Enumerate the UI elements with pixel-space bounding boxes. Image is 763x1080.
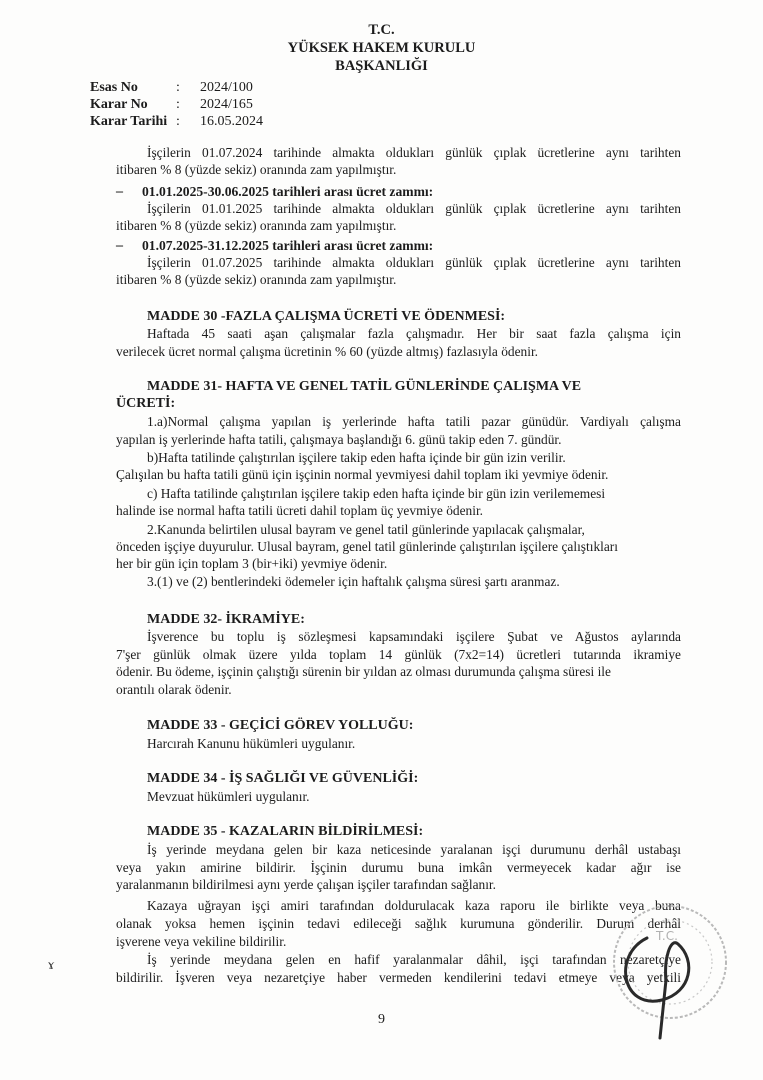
madde-31-line-6: halinde ise normal hafta tatili ücreti dahil toplam üç yevmiye ödenir. <box>116 503 484 518</box>
zam2-title: 01.07.2025-31.12.2025 tarihleri arası ücret zammı: <box>142 238 434 253</box>
madde-31-line-5: c) Hafta tatilinde çalıştırılan işçilere takip eden hafta içinde bir gün izin verilememesi <box>147 486 606 501</box>
madde-32-line-2: 7'şer günlük olmak üzere yılda toplam 14 günlük (7x2=14) ücretleri tutarında ikramiye <box>116 647 681 662</box>
madde-31-line-3: b)Hafta tatilinde çalıştırılan işçilere takip eden hafta içinde bir gün izin verilir. <box>147 450 566 465</box>
madde-35-line-6: işverene veya vekiline bildirilir. <box>116 934 287 949</box>
madde-34-line-1: Mevzuat hükümleri uygulanır. <box>147 789 310 804</box>
madde-30-title: MADDE 30 -FAZLA ÇALIŞMA ÜCRETİ VE ÖDENMESİ: <box>147 309 506 324</box>
karar-colon: : <box>176 97 180 112</box>
esas-label: Esas No <box>90 80 138 95</box>
zam1-line-1: İşçilerin 01.01.2025 tarihinde almakta oldukları günlük çıplak ücretlerine aynı tarihten <box>147 201 681 216</box>
madde-33-title: MADDE 33 - GEÇİCİ GÖREV YOLLUĞU: <box>147 718 414 733</box>
tarih-colon: : <box>176 114 180 129</box>
madde-35-title: MADDE 35 - KAZALARIN BİLDİRİLMESİ: <box>147 824 424 839</box>
madde-31-line-7: 2.Kanunda belirtilen ulusal bayram ve genel tatil günlerinde yapılacak çalışmalar, <box>147 522 585 537</box>
karar-value: 2024/165 <box>200 97 253 112</box>
madde-35-line-7: İş yerinde meydana gelen en hafif yaralanmalar dâhil, işçi tarafından nezaretçiye <box>147 952 681 967</box>
madde-34-title: MADDE 34 - İŞ SAĞLIĞI VE GÜVENLİĞİ: <box>147 771 419 786</box>
madde-35-line-1: İş yerinde meydana gelen bir kaza neticesinde yaralanan işçi durumunu derhâl ustabaşı <box>147 842 681 857</box>
esas-value: 2024/100 <box>200 80 253 95</box>
zam2-dash: – <box>116 238 123 253</box>
madde-35-line-8: bildirilir. İşveren veya nezaretçiye haber vermeden kendilerini tedavi etmeye veya yetkili <box>116 970 681 985</box>
madde-31-line-10: 3.(1) ve (2) bentlerindeki ödemeler için haftalık çalışma süresi şartı aranmaz. <box>147 574 560 589</box>
madde-33-line-1: Harcırah Kanunu hükümleri uygulanır. <box>147 736 356 751</box>
madde-31-title-2: ÜCRETİ: <box>116 396 176 411</box>
madde-32-line-1: İşverence bu toplu iş sözleşmesi kapsamındaki işçilere Şubat ve Ağustos aylarında <box>147 629 681 644</box>
meta-tarih <box>90 114 263 130</box>
madde-35-line-3: yaralanmanın bildirilmesi aynı yerde çalışan işçiler tarafından sağlanır. <box>116 877 497 892</box>
meta-esas <box>90 80 253 96</box>
madde-32-line-3: ödenir. Bu ödeme, işçinin çalıştığı sürenin bir yıldan az olması durumunda çalışma süresi ile <box>116 664 611 679</box>
karar-label: Karar No <box>90 97 148 112</box>
madde-35-line-4: Kazaya uğrayan işçi amiri tarafından doldurulacak kaza raporu ile birlikte veya buna <box>147 898 681 913</box>
header-tc: T.C. <box>368 22 395 38</box>
intro-line-2: itibaren % 8 (yüzde sekiz) oranında zam yapılmıştır. <box>116 162 397 177</box>
madde-31-line-8: önceden işçiye duyurulur. Ulusal bayram, genel tatil günlerinde çalıştırılan işçilere çalıştıkları <box>116 539 618 554</box>
header-institution: YÜKSEK HAKEM KURULU <box>287 40 476 56</box>
zam1-dash: – <box>116 184 123 199</box>
tarih-label: Karar Tarihi <box>90 114 168 129</box>
madde-31-line-1: 1.a)Normal çalışma yapılan iş yerlerinde hafta tatili pazar günüdür. Vardiyalı çalışma <box>147 414 681 429</box>
madde-31-line-9: her bir gün için toplam 3 (bir+iki) yevmiye ödenir. <box>116 556 388 571</box>
madde-31-line-2: yapılan iş yerlerinde hafta tatili, çalışmaya başlandığı 6. günü takip eden 7. gündür. <box>116 432 562 447</box>
madde-32-line-4: orantılı olarak ödenir. <box>116 682 232 697</box>
madde-30-line-1: Haftada 45 saati aşan çalışmalar fazla çalışmadır. Her bir saat fazla çalışma için <box>147 326 681 341</box>
madde-30-line-2: verilecek ücret normal çalışma ücretinin % 60 (yüzde altmış) fazlasıyla ödenir. <box>116 344 539 359</box>
madde-31-title-1: MADDE 31- HAFTA VE GENEL TATİL GÜNLERİNDE ÇALIŞMA VE <box>147 379 582 394</box>
header-presidency: BAŞKANLIĞI <box>335 58 428 74</box>
meta-karar <box>90 97 253 113</box>
madde-31-line-4: Çalışılan bu hafta tatili günü için işçinin normal yevmiyesi dahil toplam iki yevmiye ödenir. <box>116 467 609 482</box>
svg-text:T.C.: T.C. <box>656 929 678 943</box>
zam2-line-1: İşçilerin 01.07.2025 tarihinde almakta oldukları günlük çıplak ücretlerine aynı tarihten <box>147 255 681 270</box>
page-number: 9 <box>378 1012 385 1027</box>
zam2-line-2: itibaren % 8 (yüzde sekiz) oranında zam yapılmıştır. <box>116 272 397 287</box>
madde-35-line-5: olanak yoksa hemen işçinin tedavi edileceği sağlık kurumuna gönderilir. Durum derhâl <box>116 916 681 931</box>
madde-35-line-2: veya yakın amirine bildirir. İşçinin durumu buna imkân vermeyecek kadar ağır ise <box>116 860 681 875</box>
esas-colon: : <box>176 80 180 95</box>
tarih-value: 16.05.2024 <box>200 114 263 129</box>
margin-mark: ɤ <box>48 958 55 973</box>
zam1-title: 01.01.2025-30.06.2025 tarihleri arası ücret zammı: <box>142 184 434 199</box>
madde-32-title: MADDE 32- İKRAMİYE: <box>147 612 305 627</box>
zam1-line-2: itibaren % 8 (yüzde sekiz) oranında zam yapılmıştır. <box>116 218 397 233</box>
intro-line-1: İşçilerin 01.07.2024 tarihinde almakta oldukları günlük çıplak ücretlerine aynı tarihten <box>147 145 681 160</box>
